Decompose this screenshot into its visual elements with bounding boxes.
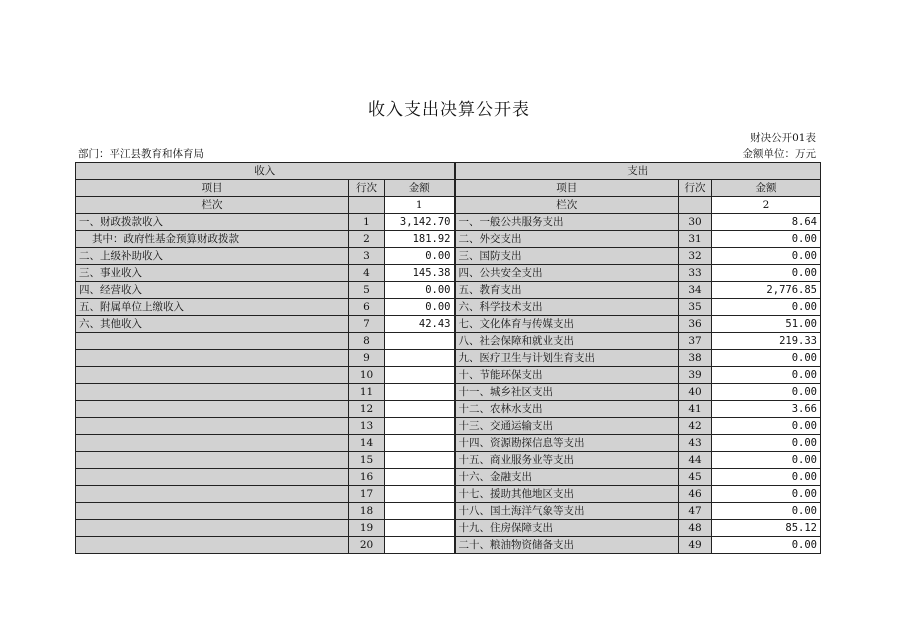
income-item-cell: 五、附属单位上缴收入	[76, 299, 349, 316]
income-line-cell: 13	[349, 418, 385, 435]
income-amount-cell: 0.00	[385, 282, 455, 299]
expense-line-cell: 38	[679, 350, 712, 367]
expense-line-cell: 32	[679, 248, 712, 265]
income-amount-cell	[385, 435, 455, 452]
expense-line-cell: 48	[679, 520, 712, 537]
income-item-cell	[76, 486, 349, 503]
expense-amount-cell: 0.00	[712, 418, 821, 435]
amount-unit-label: 金额单位：万元	[742, 148, 816, 160]
income-item-cell: 一、财政拨款收入	[76, 214, 349, 231]
expense-amount-cell: 0.00	[712, 486, 821, 503]
expense-amount-cell: 0.00	[712, 248, 821, 265]
table-row	[76, 384, 821, 401]
expense-line-cell: 39	[679, 367, 712, 384]
income-line-cell: 19	[349, 520, 385, 537]
income-line-cell: 5	[349, 282, 385, 299]
expense-line-cell: 40	[679, 384, 712, 401]
income-item-cell	[76, 333, 349, 350]
expense-item-cell: 五、教育支出	[455, 282, 679, 299]
income-item-cell	[76, 520, 349, 537]
income-amount-cell: 0.00	[385, 299, 455, 316]
table-row	[76, 469, 821, 486]
income-column-number: 1	[385, 197, 455, 214]
expense-line-cell: 37	[679, 333, 712, 350]
income-item-cell	[76, 367, 349, 384]
table-row	[76, 520, 821, 537]
expense-item-cell: 十九、住房保障支出	[455, 520, 679, 537]
expense-item-cell: 十三、交通运输支出	[455, 418, 679, 435]
expense-amount-cell: 0.00	[712, 503, 821, 520]
income-item-cell	[76, 435, 349, 452]
income-amount-cell: 3,142.70	[385, 214, 455, 231]
table-row	[76, 350, 821, 367]
income-amount-cell	[385, 401, 455, 418]
income-item-cell	[76, 469, 349, 486]
expense-amount-cell: 0.00	[712, 367, 821, 384]
income-item-cell	[76, 452, 349, 469]
expense-item-cell: 十六、金融支出	[455, 469, 679, 486]
expense-amount-header: 金额	[712, 180, 821, 197]
income-line-cell: 18	[349, 503, 385, 520]
income-amount-cell: 145.38	[385, 265, 455, 282]
expense-line-blank	[679, 197, 712, 214]
income-item-cell	[76, 418, 349, 435]
income-column-label: 栏次	[76, 197, 349, 214]
income-section-header: 收入	[76, 163, 455, 180]
expense-item-cell: 十五、商业服务业等支出	[455, 452, 679, 469]
expense-section-header: 支出	[455, 163, 821, 180]
income-item-cell	[76, 384, 349, 401]
department-label: 部门：平江县教育和体育局	[78, 148, 204, 160]
income-amount-cell: 0.00	[385, 248, 455, 265]
income-line-cell: 10	[349, 367, 385, 384]
expense-line-cell: 47	[679, 503, 712, 520]
expense-amount-cell: 0.00	[712, 350, 821, 367]
income-amount-cell	[385, 520, 455, 537]
expense-line-cell: 34	[679, 282, 712, 299]
income-amount-header: 金额	[385, 180, 455, 197]
table-row	[76, 333, 821, 350]
income-amount-cell	[385, 537, 455, 554]
expense-amount-cell: 0.00	[712, 299, 821, 316]
income-amount-cell	[385, 503, 455, 520]
expense-item-cell: 九、医疗卫生与计划生育支出	[455, 350, 679, 367]
expense-amount-cell: 0.00	[712, 384, 821, 401]
expense-line-cell: 45	[679, 469, 712, 486]
expense-item-cell: 三、国防支出	[455, 248, 679, 265]
expense-item-cell: 七、文化体育与传媒支出	[455, 316, 679, 333]
table-row	[76, 316, 821, 333]
income-amount-cell	[385, 469, 455, 486]
expense-item-cell: 十八、国土海洋气象等支出	[455, 503, 679, 520]
expense-amount-cell: 0.00	[712, 265, 821, 282]
report-title: 收入支出决算公开表	[368, 100, 530, 120]
expense-amount-cell: 0.00	[712, 537, 821, 554]
income-item-cell	[76, 401, 349, 418]
income-line-cell: 12	[349, 401, 385, 418]
expense-line-cell: 43	[679, 435, 712, 452]
income-amount-cell	[385, 486, 455, 503]
table-row	[76, 486, 821, 503]
income-line-cell: 8	[349, 333, 385, 350]
income-line-cell: 11	[349, 384, 385, 401]
table-row	[76, 452, 821, 469]
income-item-cell	[76, 350, 349, 367]
expense-item-cell: 二、外交支出	[455, 231, 679, 248]
expense-item-cell: 十四、资源勘探信息等支出	[455, 435, 679, 452]
income-item-header: 项目	[76, 180, 349, 197]
income-line-cell: 7	[349, 316, 385, 333]
expense-line-cell: 42	[679, 418, 712, 435]
expense-amount-cell: 219.33	[712, 333, 821, 350]
income-line-cell: 6	[349, 299, 385, 316]
table-row	[76, 248, 821, 265]
expense-amount-cell: 85.12	[712, 520, 821, 537]
income-item-cell: 六、其他收入	[76, 316, 349, 333]
expense-amount-cell: 8.64	[712, 214, 821, 231]
expense-item-cell: 十、节能环保支出	[455, 367, 679, 384]
expense-amount-cell: 0.00	[712, 469, 821, 486]
expense-line-cell: 31	[679, 231, 712, 248]
table-row	[76, 401, 821, 418]
income-amount-cell: 181.92	[385, 231, 455, 248]
expense-line-cell: 36	[679, 316, 712, 333]
table-row	[76, 231, 821, 248]
table-row	[76, 265, 821, 282]
income-amount-cell: 42.43	[385, 316, 455, 333]
table-row	[76, 367, 821, 384]
table-row	[76, 537, 821, 554]
expense-item-header: 项目	[455, 180, 679, 197]
table-row	[76, 214, 821, 231]
expense-item-cell: 八、社会保障和就业支出	[455, 333, 679, 350]
income-line-cell: 15	[349, 452, 385, 469]
income-line-cell: 16	[349, 469, 385, 486]
income-item-cell: 其中：政府性基金预算财政拨款	[76, 231, 349, 248]
income-line-cell: 2	[349, 231, 385, 248]
income-expense-table	[75, 162, 821, 554]
expense-item-cell: 二十、粮油物资储备支出	[455, 537, 679, 554]
form-number: 财决公开01表	[750, 132, 816, 144]
income-amount-cell	[385, 452, 455, 469]
table-row	[76, 418, 821, 435]
expense-amount-cell: 3.66	[712, 401, 821, 418]
expense-line-cell: 49	[679, 537, 712, 554]
income-line-cell: 20	[349, 537, 385, 554]
expense-amount-cell: 0.00	[712, 435, 821, 452]
income-line-header: 行次	[349, 180, 385, 197]
expense-line-cell: 33	[679, 265, 712, 282]
column-number-row	[76, 197, 821, 214]
expense-item-cell: 十七、援助其他地区支出	[455, 486, 679, 503]
expense-amount-cell: 2,776.85	[712, 282, 821, 299]
expense-line-header: 行次	[679, 180, 712, 197]
expense-amount-cell: 0.00	[712, 452, 821, 469]
income-line-cell: 3	[349, 248, 385, 265]
expense-item-cell: 十二、农林水支出	[455, 401, 679, 418]
income-line-blank	[349, 197, 385, 214]
table-row	[76, 282, 821, 299]
income-line-cell: 14	[349, 435, 385, 452]
expense-line-cell: 46	[679, 486, 712, 503]
income-amount-cell	[385, 350, 455, 367]
table-row	[76, 503, 821, 520]
income-amount-cell	[385, 333, 455, 350]
income-line-cell: 1	[349, 214, 385, 231]
income-item-cell	[76, 537, 349, 554]
income-item-cell	[76, 503, 349, 520]
expense-line-cell: 41	[679, 401, 712, 418]
expense-item-cell: 六、科学技术支出	[455, 299, 679, 316]
table-row	[76, 299, 821, 316]
expense-amount-cell: 51.00	[712, 316, 821, 333]
income-amount-cell	[385, 418, 455, 435]
table-row	[76, 435, 821, 452]
expense-line-cell: 30	[679, 214, 712, 231]
section-header-row	[76, 163, 821, 180]
income-line-cell: 17	[349, 486, 385, 503]
income-item-cell: 二、上级补助收入	[76, 248, 349, 265]
income-item-cell: 四、经营收入	[76, 282, 349, 299]
expense-line-cell: 35	[679, 299, 712, 316]
expense-item-cell: 十一、城乡社区支出	[455, 384, 679, 401]
income-line-cell: 4	[349, 265, 385, 282]
income-amount-cell	[385, 384, 455, 401]
income-item-cell: 三、事业收入	[76, 265, 349, 282]
expense-line-cell: 44	[679, 452, 712, 469]
income-amount-cell	[385, 367, 455, 384]
income-line-cell: 9	[349, 350, 385, 367]
column-header-row	[76, 180, 821, 197]
expense-column-number: 2	[712, 197, 821, 214]
expense-item-cell: 一、一般公共服务支出	[455, 214, 679, 231]
expense-amount-cell: 0.00	[712, 231, 821, 248]
expense-column-label: 栏次	[455, 197, 679, 214]
expense-item-cell: 四、公共安全支出	[455, 265, 679, 282]
